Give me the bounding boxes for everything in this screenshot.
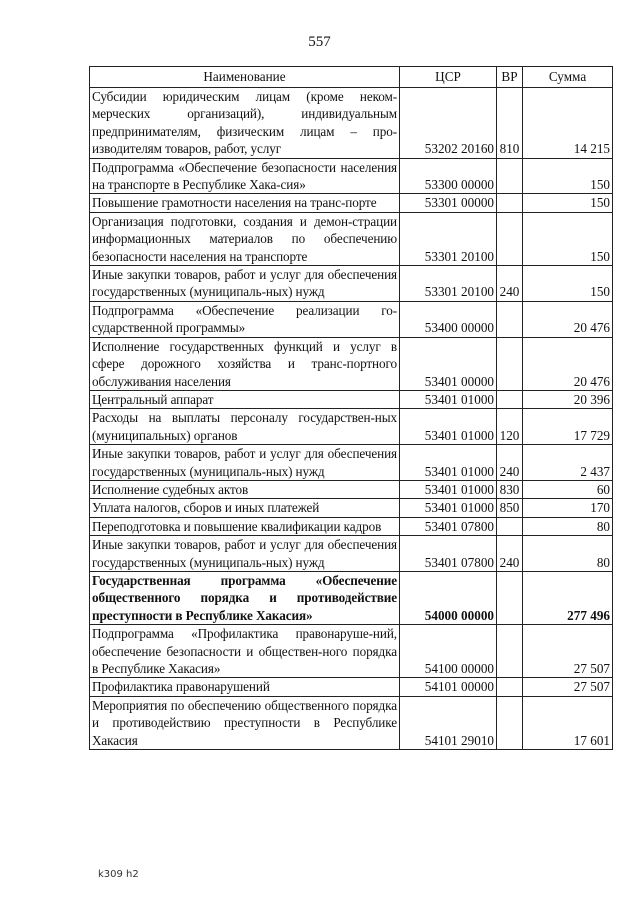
table-row — [90, 696, 613, 749]
header-sum: Сумма — [523, 67, 613, 88]
cell-vr — [497, 337, 523, 390]
cell-name: Исполнение судебных актов — [90, 480, 400, 498]
table-row — [90, 445, 613, 481]
cell-csr: 54101 00000 — [400, 678, 497, 696]
table-row — [90, 158, 613, 194]
cell-csr: 53401 01000 — [400, 390, 497, 408]
cell-csr: 53401 01000 — [400, 499, 497, 517]
cell-vr — [497, 517, 523, 535]
table-row — [90, 499, 613, 517]
cell-name: Иные закупки товаров, работ и услуг для обеспечения государственных (муниципаль-ных) нужд — [90, 445, 400, 481]
cell-name: Мероприятия по обеспечению общественного порядка и противодействию преступности в Республике Хакасия — [90, 696, 400, 749]
cell-sum: 27 507 — [523, 625, 613, 678]
cell-name: Подпрограмма «Профилактика правонаруше-ний, обеспечение безопасности и обществен-ного порядка в Республике Хакасия» — [90, 625, 400, 678]
table-row — [90, 571, 613, 624]
table-row — [90, 480, 613, 498]
cell-csr: 54100 00000 — [400, 625, 497, 678]
cell-csr: 53401 00000 — [400, 337, 497, 390]
cell-sum: 150 — [523, 194, 613, 212]
cell-name: Переподготовка и повышение квалификации кадров — [90, 517, 400, 535]
cell-vr: 120 — [497, 409, 523, 445]
cell-csr: 53202 20160 — [400, 88, 497, 159]
cell-sum: 277 496 — [523, 571, 613, 624]
table-row — [90, 536, 613, 572]
cell-sum: 150 — [523, 266, 613, 302]
table-row — [90, 517, 613, 535]
cell-csr: 53301 00000 — [400, 194, 497, 212]
cell-name: Исполнение государственных функций и услуг в сфере дорожного хозяйства и транс-портного обслуживания населения — [90, 337, 400, 390]
table-row — [90, 678, 613, 696]
cell-csr: 53301 20100 — [400, 266, 497, 302]
cell-csr: 53401 07800 — [400, 536, 497, 572]
cell-vr: 810 — [497, 88, 523, 159]
cell-vr: 830 — [497, 480, 523, 498]
cell-name: Подпрограмма «Обеспечение безопасности населения на транспорте в Республике Хака-сия» — [90, 158, 400, 194]
cell-vr — [497, 696, 523, 749]
cell-vr — [497, 158, 523, 194]
table-body — [90, 88, 613, 750]
table-row — [90, 194, 613, 212]
cell-sum: 170 — [523, 499, 613, 517]
cell-name: Подпрограмма «Обеспечение реализации го-сударственной программы» — [90, 301, 400, 337]
cell-csr: 53301 20100 — [400, 212, 497, 265]
cell-sum: 150 — [523, 212, 613, 265]
header-csr: ЦСР — [400, 67, 497, 88]
cell-sum: 20 396 — [523, 390, 613, 408]
table-row — [90, 625, 613, 678]
cell-name: Государственная программа «Обеспечение общественного порядка и противодействие преступности в Республике Хакасия» — [90, 571, 400, 624]
cell-name: Субсидии юридическим лицам (кроме неком-мерческих организаций), индивидуальным предпринимателям, физическим лицам – про-изводителям товаров, работ, услуг — [90, 88, 400, 159]
budget-table — [89, 66, 613, 750]
cell-name: Иные закупки товаров, работ и услуг для обеспечения государственных (муниципаль-ных) нужд — [90, 536, 400, 572]
cell-sum: 80 — [523, 536, 613, 572]
cell-sum: 27 507 — [523, 678, 613, 696]
cell-name: Иные закупки товаров, работ и услуг для обеспечения государственных (муниципаль-ных) нужд — [90, 266, 400, 302]
page-number: 557 — [308, 34, 331, 50]
cell-sum: 2 437 — [523, 445, 613, 481]
footer-code: k309 h2 — [98, 869, 139, 880]
cell-vr — [497, 212, 523, 265]
cell-name: Профилактика правонарушений — [90, 678, 400, 696]
header-name: Наименование — [90, 67, 400, 88]
cell-csr: 53400 00000 — [400, 301, 497, 337]
cell-sum: 60 — [523, 480, 613, 498]
cell-vr — [497, 194, 523, 212]
table-row — [90, 301, 613, 337]
table-row — [90, 390, 613, 408]
cell-csr: 54000 00000 — [400, 571, 497, 624]
cell-name: Уплата налогов, сборов и иных платежей — [90, 499, 400, 517]
cell-csr: 53300 00000 — [400, 158, 497, 194]
cell-sum: 17 729 — [523, 409, 613, 445]
cell-csr: 53401 07800 — [400, 517, 497, 535]
cell-vr: 240 — [497, 266, 523, 302]
cell-csr: 53401 01000 — [400, 480, 497, 498]
cell-sum: 80 — [523, 517, 613, 535]
cell-name: Организация подготовки, создания и демон-страции информационных материалов по обеспечению безопасности населения на транспорте — [90, 212, 400, 265]
cell-sum: 150 — [523, 158, 613, 194]
cell-sum: 14 215 — [523, 88, 613, 159]
table-row — [90, 212, 613, 265]
cell-csr: 53401 01000 — [400, 445, 497, 481]
table-row — [90, 409, 613, 445]
header-vr: ВР — [497, 67, 523, 88]
cell-sum: 17 601 — [523, 696, 613, 749]
cell-sum: 20 476 — [523, 301, 613, 337]
table-row — [90, 88, 613, 159]
table-header — [90, 67, 613, 88]
cell-name: Расходы на выплаты персоналу государствен-ных (муниципальных) органов — [90, 409, 400, 445]
cell-vr: 240 — [497, 445, 523, 481]
cell-vr — [497, 625, 523, 678]
cell-csr: 53401 01000 — [400, 409, 497, 445]
cell-vr — [497, 301, 523, 337]
cell-csr: 54101 29010 — [400, 696, 497, 749]
header-row — [90, 67, 613, 88]
cell-name: Центральный аппарат — [90, 390, 400, 408]
table-row — [90, 266, 613, 302]
cell-vr: 850 — [497, 499, 523, 517]
cell-vr — [497, 571, 523, 624]
cell-vr — [497, 390, 523, 408]
cell-vr: 240 — [497, 536, 523, 572]
table-row — [90, 337, 613, 390]
cell-name: Повышение грамотности населения на транс-порте — [90, 194, 400, 212]
cell-vr — [497, 678, 523, 696]
cell-sum: 20 476 — [523, 337, 613, 390]
